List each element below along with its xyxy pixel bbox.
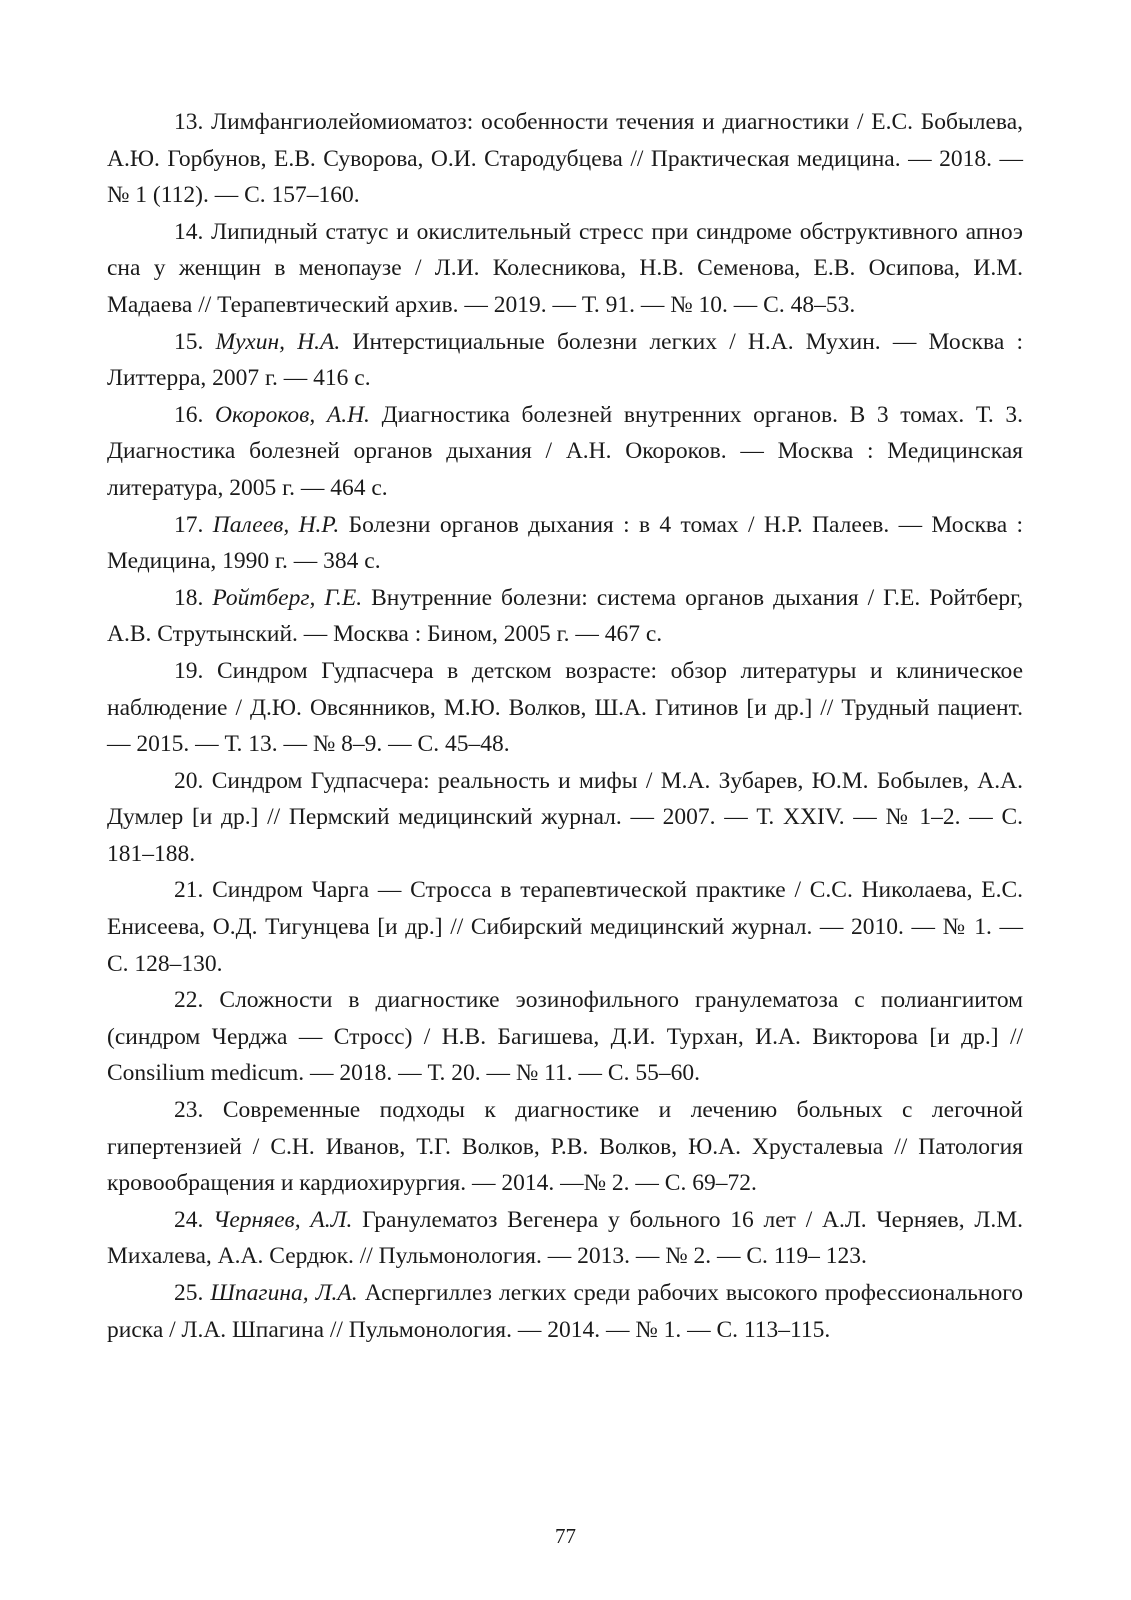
reference-text: Современные подходы к диагностике и лечению больных с легочной гипертензией / С.Н. Иванов, Т.Г. Волков, Р.В. Волков, Ю.А. Хрусталевыа // Патология кровообращения и кардиохирургия. — 2014. —№ 2. — С. 69–72. bbox=[107, 1097, 1023, 1197]
reference-author: Палеев, Н.Р. bbox=[212, 511, 340, 538]
reference-author: Окороков, А.Н. bbox=[215, 401, 370, 428]
reference-item bbox=[107, 872, 1023, 982]
reference-author: Мухин, Н.А. bbox=[215, 328, 341, 355]
reference-author: Ройтберг, Г.Е. bbox=[212, 584, 363, 611]
reference-item bbox=[107, 580, 1023, 653]
reference-text: Сложности в диагностике эозинофильного гранулематоза с полиангиитом (синдром Черджа — Стросс) / Н.В. Багишева, Д.И. Турхан, И.А. Викторова [и др.] // Consilium medicum. — 2018. — Т. 20. — № 11. — С. 55–60. bbox=[107, 987, 1023, 1087]
reference-item bbox=[107, 397, 1023, 507]
reference-text: Липидный статус и окислительный стресс при синдроме обструктивного апноэ сна у женщин в менопаузе / Л.И. Колесникова, Н.В. Семенова, Е.В. Осипова, И.М. Мадаева // Терапевтический архив. — 2019. — Т. 91. — № 10. — С. 48–53. bbox=[107, 218, 1023, 318]
reference-number: 19. bbox=[174, 657, 204, 684]
page-number: 77 bbox=[555, 1524, 576, 1548]
reference-list bbox=[107, 104, 1023, 1348]
reference-text: Лимфангиолейомиоматоз: особенности течения и диагностики / Е.С. Бобылева, А.Ю. Горбунов, Е.В. Суворова, О.И. Стародубцева // Практическая медицина. — 2018. — № 1 (112). — С. 157–160. bbox=[107, 109, 1024, 209]
reference-item bbox=[107, 1275, 1023, 1348]
reference-number: 23. bbox=[174, 1097, 204, 1124]
reference-number: 22. bbox=[174, 987, 204, 1014]
reference-number: 20. bbox=[174, 767, 204, 794]
reference-author: Черняев, А.Л. bbox=[213, 1206, 353, 1233]
reference-item bbox=[107, 104, 1023, 214]
reference-item bbox=[107, 507, 1023, 580]
reference-number: 14. bbox=[174, 218, 204, 245]
reference-text: Гранулематоз Вегенера у больного 16 лет / А.Л. Черняев, Л.М. Михалева, А.А. Сердюк. // Пульмонология. — 2013. — № 2. — С. 119– 123. bbox=[107, 1206, 1023, 1270]
reference-item bbox=[107, 324, 1023, 397]
reference-number: 15. bbox=[174, 328, 204, 355]
reference-text: Синдром Гудпасчера: реальность и мифы / М.А. Зубарев, Ю.М. Бобылев, А.А. Думлер [и др.] // Пермский медицинский журнал. — 2007. — Т. XXIV. — № 1–2. — С. 181–188. bbox=[107, 767, 1024, 867]
reference-text: Диагностика болезней внутренних органов. В 3 томах. Т. 3. Диагностика болезней органов дыхания / А.Н. Окороков. — Москва : Медицинская литература, 2005 г. — 464 с. bbox=[107, 401, 1024, 501]
reference-number: 17. bbox=[174, 511, 204, 538]
reference-item bbox=[107, 763, 1023, 873]
reference-text: Аспергиллез легких среди рабочих высокого профессионального риска / Л.А. Шпагина // Пульмонология. — 2014. — № 1. — С. 113–115. bbox=[107, 1280, 1024, 1343]
reference-item bbox=[107, 653, 1023, 763]
reference-number: 25. bbox=[174, 1280, 204, 1306]
reference-text: Синдром Гудпасчера в детском возрасте: обзор литературы и клиническое наблюдение / Д.Ю. Овсянников, М.Ю. Волков, Ш.А. Гитинов [и др.] // Трудный пациент. — 2015. — Т. 13. — № 8–9. — С. 45–48. bbox=[107, 657, 1023, 758]
reference-number: 13. bbox=[174, 109, 204, 135]
reference-number: 21. bbox=[174, 877, 204, 904]
reference-text: Интерстициальные болезни легких / Н.А. Мухин. — Москва : Литтерра, 2007 г. — 416 с. bbox=[107, 328, 1023, 392]
reference-item bbox=[107, 1092, 1023, 1202]
reference-number: 24. bbox=[174, 1206, 204, 1233]
reference-author: Шпагина, Л.А. bbox=[210, 1280, 358, 1306]
reference-text: Внутренние болезни: система органов дыхания / Г.Е. Ройтберг, А.В. Струтынский. — Москва : Бином, 2005 г. — 467 с. bbox=[107, 584, 1023, 648]
reference-item bbox=[107, 214, 1023, 324]
reference-item bbox=[107, 982, 1023, 1092]
reference-number: 18. bbox=[174, 584, 204, 611]
reference-item bbox=[107, 1202, 1023, 1275]
reference-number: 16. bbox=[174, 401, 204, 428]
reference-text: Синдром Чарга — Стросса в терапевтической практике / С.С. Николаева, Е.С. Енисеева, О.Д. Тигунцева [и др.] // Сибирский медицинский журнал. — 2010. — № 1. — С. 128–130. bbox=[107, 877, 1023, 977]
reference-text: Болезни органов дыхания : в 4 томах / Н.Р. Палеев. — Москва : Медицина, 1990 г. — 384 с. bbox=[107, 511, 1024, 575]
